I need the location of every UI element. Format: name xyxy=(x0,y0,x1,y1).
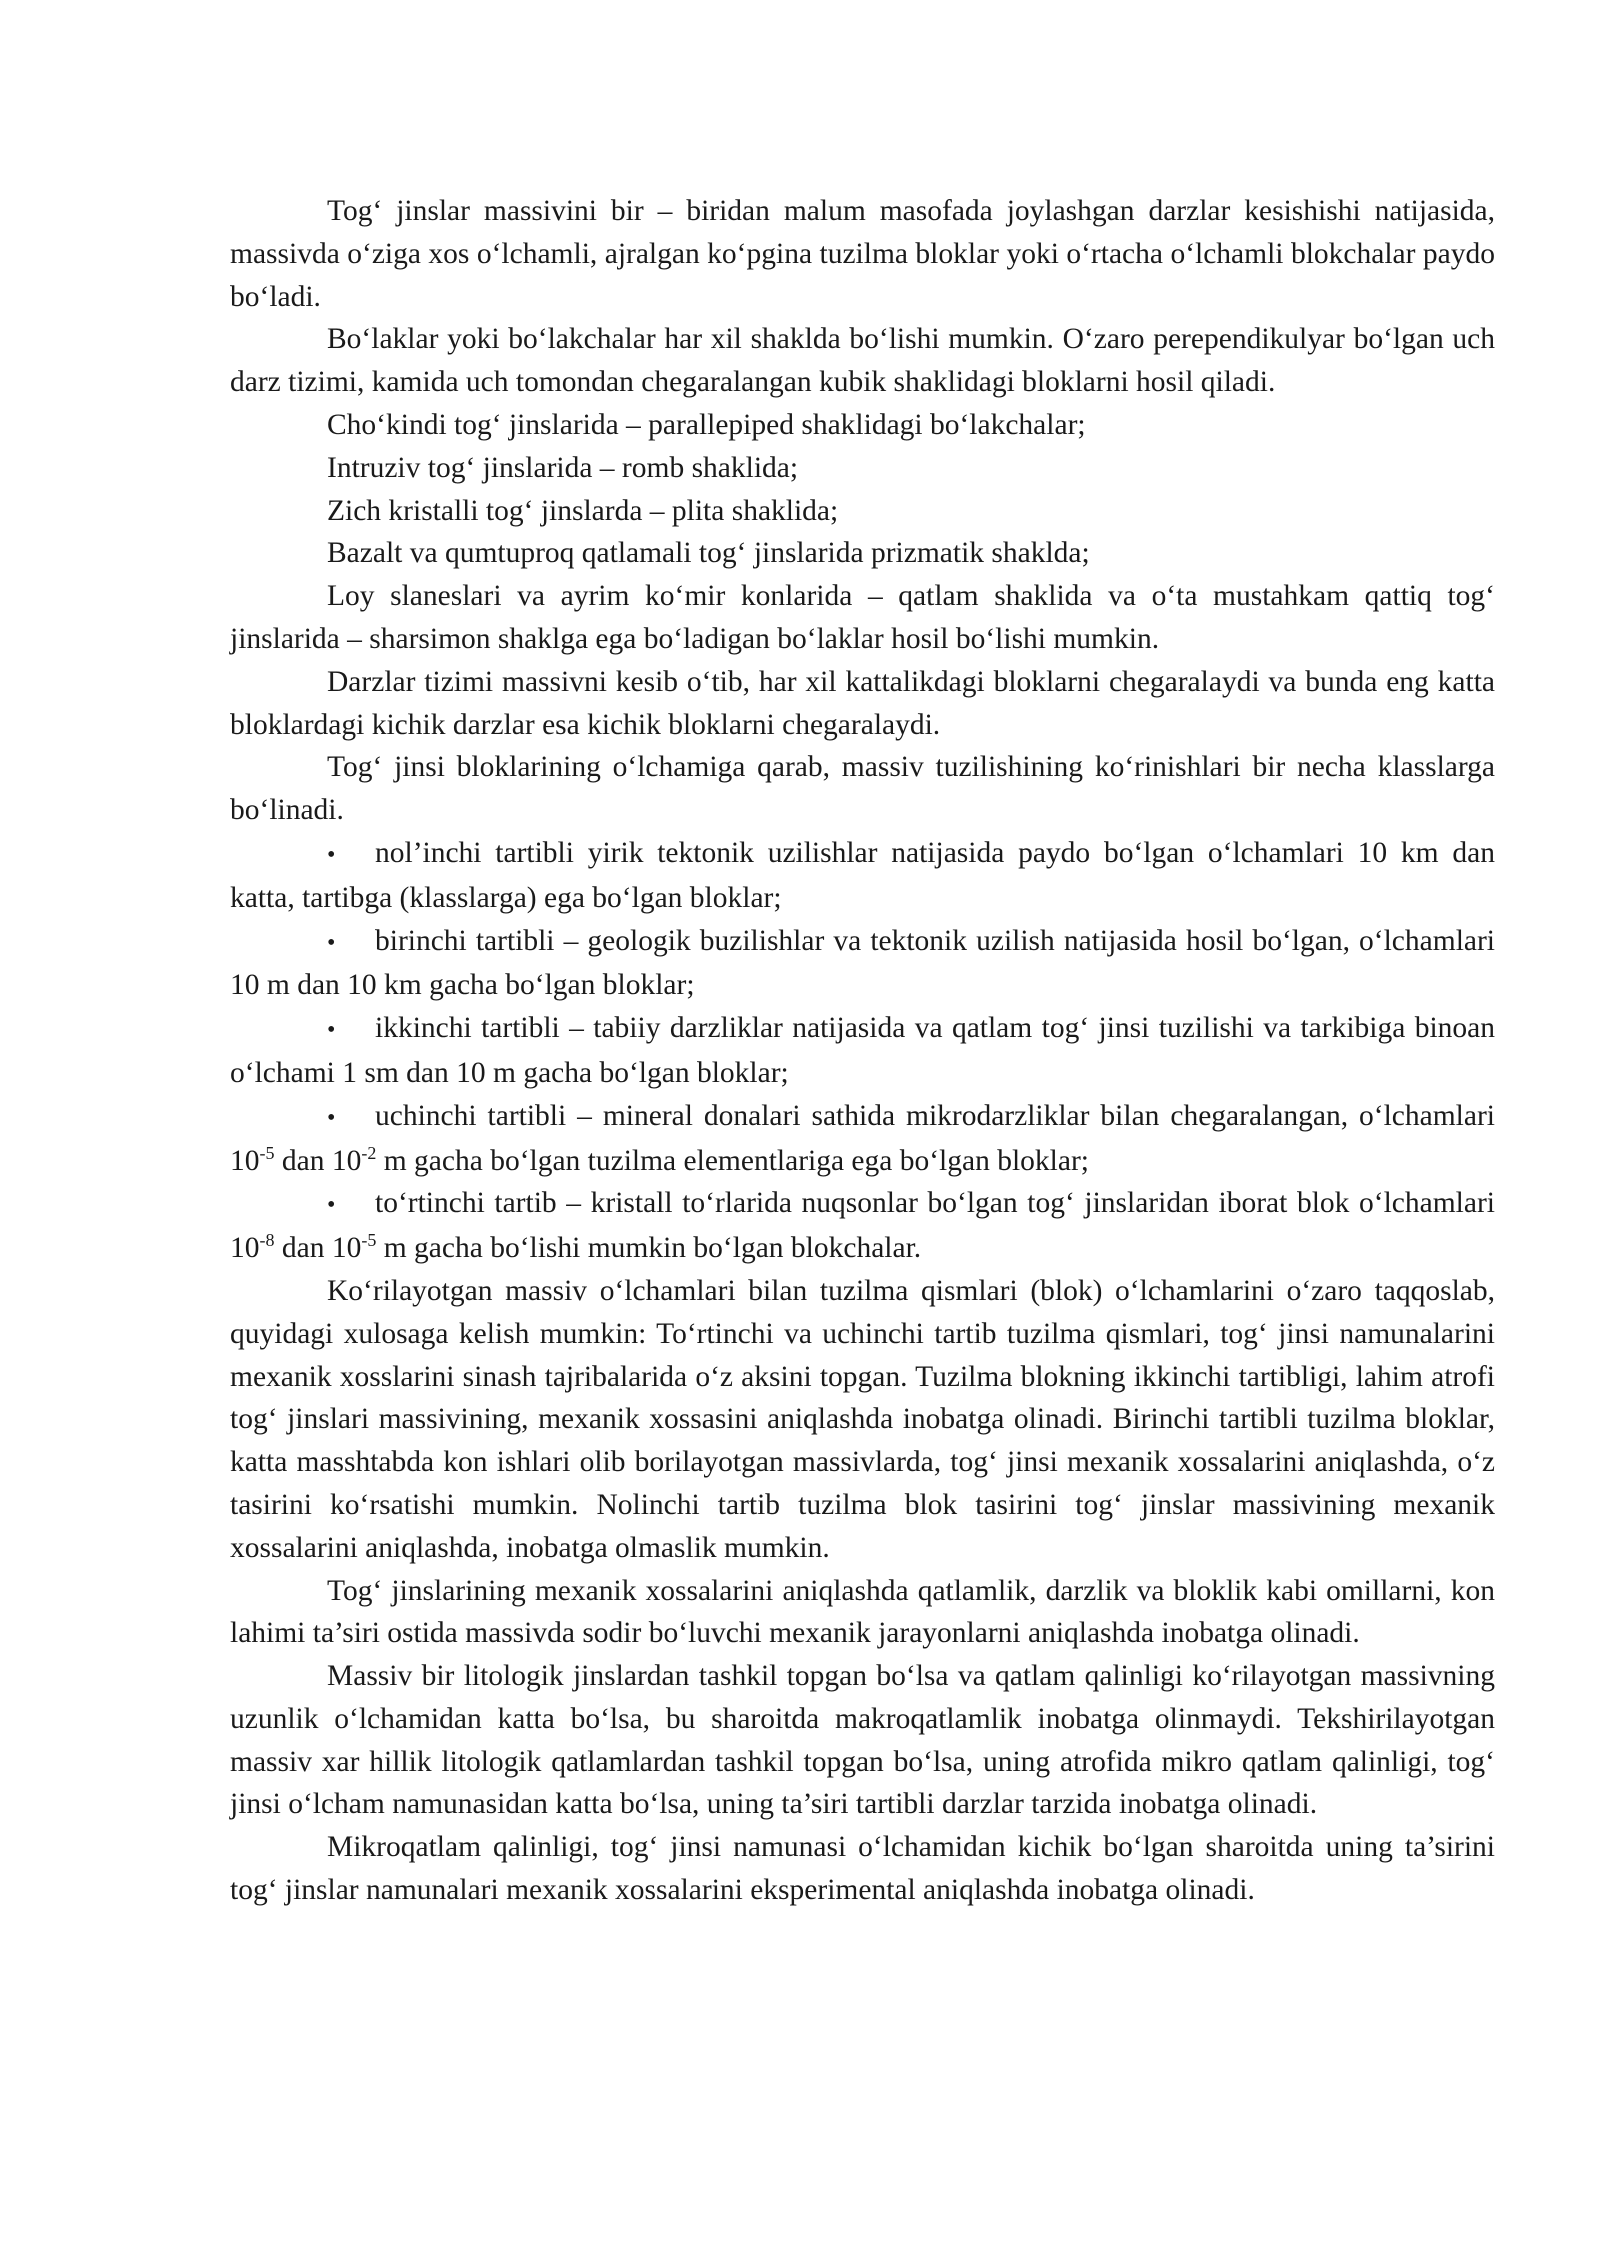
list-item-text: m gacha bo‘lishi mumkin bo‘lgan blokchalar. xyxy=(376,1232,922,1265)
exponent: -5 xyxy=(259,1142,275,1163)
bullet-icon: • xyxy=(327,929,336,956)
paragraph-microlayer: Mikroqatlam qalinligi, tog‘ jinsi namunasi o‘lchamidan kichik bo‘lgan sharoitda uning ta’sirini tog‘ jinslar namunalari mexanik xossalarini eksperimental aniqlashda inobatga olinadi. xyxy=(230,1831,1495,1907)
list-item-text: dan 10 xyxy=(274,1144,362,1177)
bullet-icon: • xyxy=(327,1104,336,1131)
list-item-text: dan 10 xyxy=(274,1232,362,1265)
list-item xyxy=(230,920,1495,1008)
list-item-text: m gacha bo‘lgan tuzilma elementlariga ega bo‘lgan bloklar; xyxy=(376,1144,1089,1177)
list-item-text: birinchi tartibli – geologik buzilishlar va tektonik uzilish natijasida hosil bo‘lgan, o‘lchamlari 10 m dan 10 km gacha bo‘lgan bloklar; xyxy=(230,924,1495,1002)
paragraph-intro: Tog‘ jinslar massivini bir – biridan malum masofada joylashgan darzlar kesishishi natijasida, massivda o‘ziga xos o‘lchamli, ajralgan ko‘pgina tuzilma bloklar yoki o‘rtacha o‘lchamli blokchalar paydo bo‘ladi. xyxy=(230,195,1495,313)
bullet-icon: • xyxy=(327,841,336,868)
exponent: -2 xyxy=(361,1142,377,1163)
exponent: -8 xyxy=(259,1230,275,1251)
list-item-text: to‘rtinchi tartib – kristall to‘rlarida nuqsonlar bo‘lgan tog‘ jinslaridan iborat blok o‘lchamlari 10 xyxy=(230,1187,1495,1265)
list-item xyxy=(230,1007,1495,1095)
list-item xyxy=(230,1182,1495,1270)
list-item-text: uchinchi tartibli – mineral donalari sathida mikrodarzliklar bilan chegaralangan, o‘lchamlari 10 xyxy=(230,1099,1495,1177)
shape-line-crystalline: Zich kristalli tog‘ jinslarda – plita shaklida; xyxy=(327,494,839,527)
list-item xyxy=(230,832,1495,920)
bullet-icon: • xyxy=(327,1192,336,1219)
document-page xyxy=(230,190,1495,1912)
bullet-icon: • xyxy=(327,1017,336,1044)
list-item-text: ikkinchi tartibli – tabiiy darzliklar natijasida va qatlam tog‘ jinsi tuzilishi va tarkibiga binoan o‘lchami 1 sm dan 10 m gacha bo‘lgan bloklar; xyxy=(230,1012,1495,1089)
paragraph-crack-system: Darzlar tizimi massivni kesib o‘tib, har xil kattalikdagi bloklarni chegaralaydi va bunda eng katta bloklardagi kichik darzlar esa kichik bloklarni chegaralaydi. xyxy=(230,665,1495,741)
paragraph-lithology: Massiv bir litologik jinslardan tashkil topgan bo‘lsa va qatlam qalinligi ko‘rilayotgan massivning uzunlik o‘lchamidan katta bo‘lsa, bu sharoitda makroqatlamlik inobatga olinmaydi. Tekshirilayotgan massiv xar hillik litologik qatlamlardan tashkil topgan bo‘lsa, uning atrofida mikro qatlam qalinligi, tog‘ jinsi o‘lcham namunasidan katta bo‘lsa, uning ta’siri tartibli darzlar tarzida inobatga olinadi. xyxy=(230,1660,1495,1821)
shape-line-intrusive: Intruziv tog‘ jinslarida – romb shaklida; xyxy=(327,451,799,484)
paragraph-block-shapes: Bo‘laklar yoki bo‘lakchalar har xil shaklda bo‘lishi mumkin. O‘zaro perependikulyar bo‘lgan uch darz tizimi, kamida uch tomondan chegaralangan kubik shaklidagi bloklarni hosil qiladi. xyxy=(230,323,1495,399)
paragraph-classes: Tog‘ jinsi bloklarining o‘lchamiga qarab, massiv tuzilishining ko‘rinishlari bir necha klasslarga bo‘linadi. xyxy=(230,751,1495,827)
paragraph-shale: Loy slaneslari va ayrim ko‘mir konlarida – qatlam shaklida va o‘ta mustahkam qattiq tog‘ jinslarida – sharsimon shaklga ega bo‘ladigan bo‘laklar hosil bo‘lishi mumkin. xyxy=(230,580,1495,655)
paragraph-comparison: Ko‘rilayotgan massiv o‘lchamlari bilan tuzilma qismlari (blok) o‘lchamlarini o‘zaro taqqoslab, quyidagi xulosaga kelish mumkin: To‘rtinchi va uchinchi tartib tuzilma qismlari, tog‘ jinsi namunalarini mexanik xosslarini sinash tajribalarida o‘z aksini topgan. Tuzilma blokning ikkinchi tartibligi, lahim atrofi tog‘ jinslari massivining, mexanik xossasini aniqlashda inobatga olinadi. Birinchi tartibli tuzilma bloklar, katta masshtabda kon ishlari olib borilayotgan massivlarda, tog‘ jinsi mexanik xossalarini aniqlashda, o‘z tasirini ko‘rsatishi mumkin. Nolinchi tartib tuzilma blok tasirini tog‘ jinslar massivining mexanik xossalarini aniqlashda, inobatga olmaslik mumkin. xyxy=(230,1274,1495,1564)
list-item-text: nol’inchi tartibli yirik tektonik uzilishlar natijasida paydo bo‘lgan o‘lchamlari 10 km dan katta, tartibga (klasslarga) ega bo‘lgan bloklar; xyxy=(230,836,1495,914)
exponent: -5 xyxy=(361,1230,377,1251)
list-item xyxy=(230,1095,1495,1183)
shape-line-basalt: Bazalt va qumtuproq qatlamali tog‘ jinslarida prizmatik shaklda; xyxy=(327,537,1090,570)
shape-line-sedimentary: Cho‘kindi tog‘ jinslarida – parallepiped shaklidagi bo‘lakchalar; xyxy=(327,408,1086,441)
paragraph-factors: Tog‘ jinslarining mexanik xossalarini aniqlashda qatlamlik, darzlik va bloklik kabi omillarni, kon lahimi ta’siri ostida massivda sodir bo‘luvchi mexanik jarayonlarni aniqlashda inobatga olinadi. xyxy=(230,1574,1495,1650)
